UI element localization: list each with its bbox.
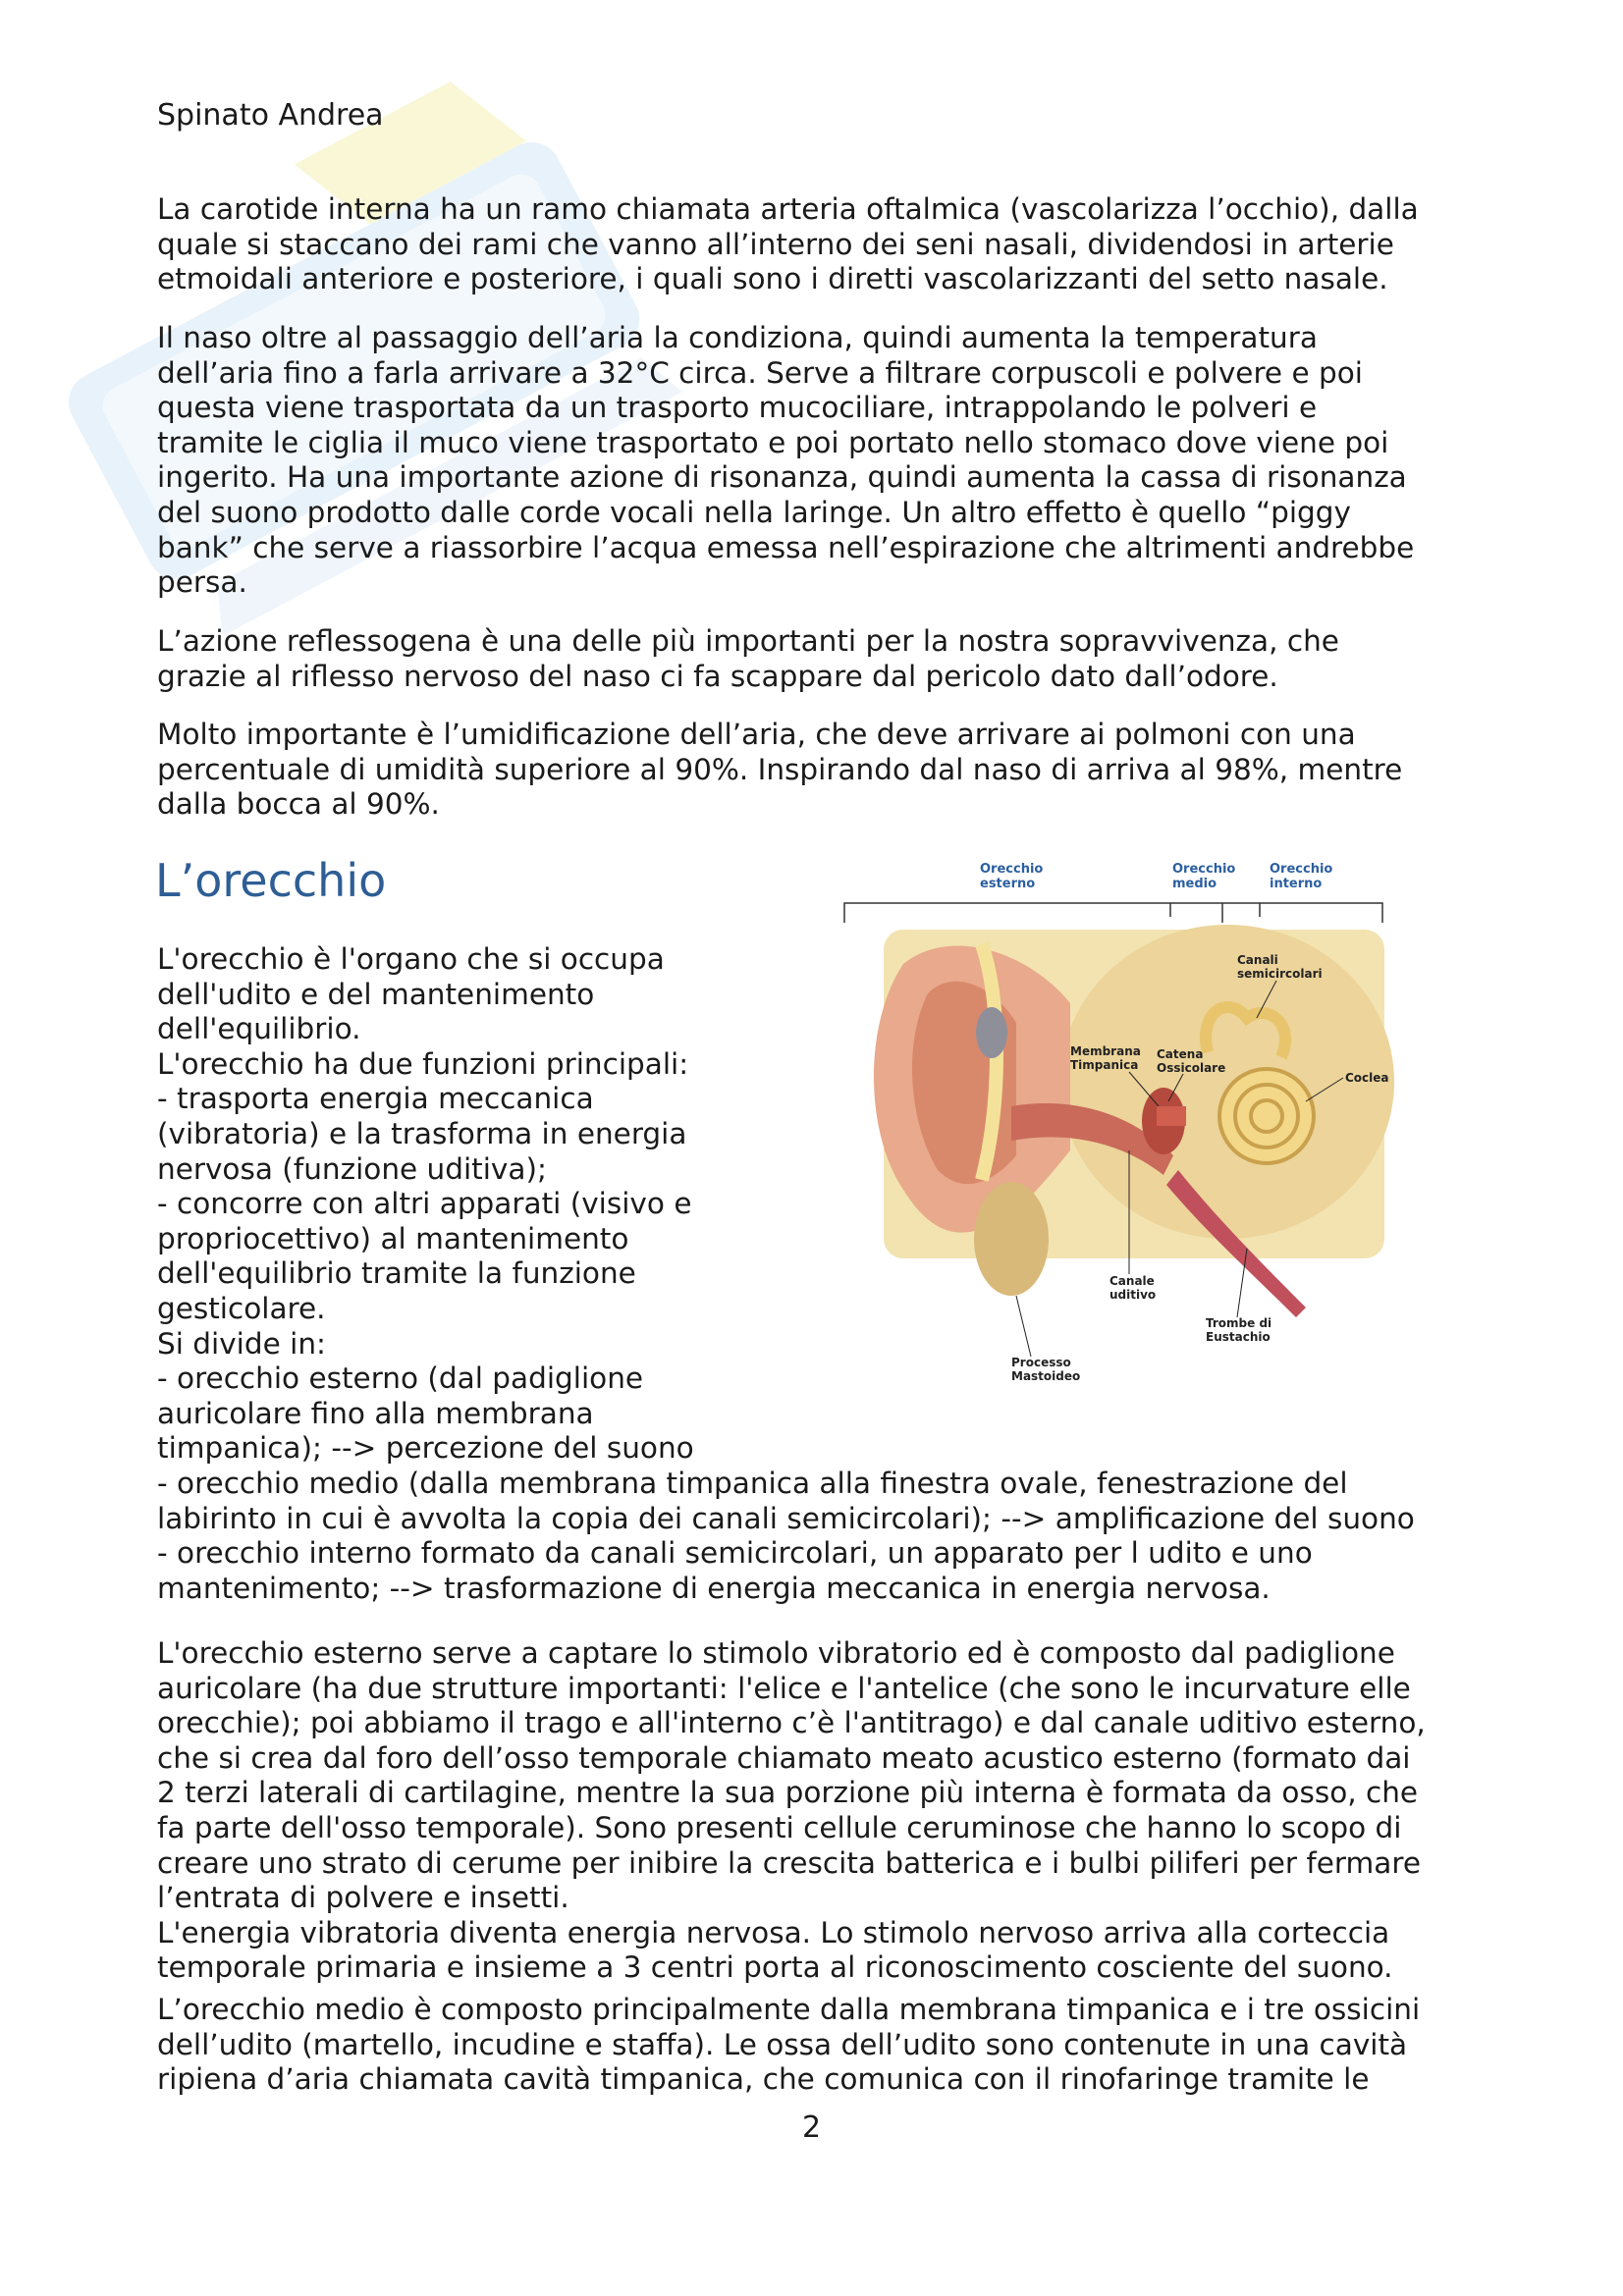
label-catena-2: Ossicolare (1157, 1061, 1226, 1075)
label-trombe-2: Eustachio (1206, 1330, 1271, 1344)
text-line: creare uno strato di cerume per inibire la crescita batterica e i bulbi piliferi per fermare (157, 1845, 1421, 1880)
label-orecchio-medio-2: medio (1172, 877, 1217, 891)
text-line: percentuale di umidità superiore al 90%. Inspirando dal naso di arriva al 98%, mentre (157, 752, 1403, 786)
text-line: auricolare (ha due strutture importanti: l'elice e l'antelice (che sono le incurvature elle (157, 1671, 1411, 1705)
paragraph-azione-reflessogena (157, 624, 1483, 694)
text-line: auricolare fino alla membrana (157, 1396, 594, 1430)
label-canale-uditivo-2: uditivo (1109, 1288, 1157, 1302)
text-line: quale si staccano dei rami che vanno all’interno dei seni nasali, dividendosi in arterie (157, 227, 1394, 261)
text-line: l’entrata di polvere e insetti. (157, 1881, 569, 1915)
page-number: 2 (801, 2110, 822, 2145)
text-line: gesticolare. (157, 1291, 326, 1325)
text-line: L'orecchio ha due funzioni principali: (157, 1046, 689, 1081)
text-line: L’azione reflessogena è una delle più importanti per la nostra sopravvivenza, che (157, 624, 1339, 658)
paragraph-umidificazione (157, 718, 1483, 823)
text-line: labirinto in cui è avvolta la copia dei canali semicircolari); --> amplificazione del suono (157, 1501, 1415, 1535)
paragraph-orecchio-medio (157, 1993, 1483, 2098)
text-line: orecchie); poi abbiamo il trago e all'interno c’è l'antitrago) e dal canale uditivo esterno, (157, 1706, 1426, 1740)
text-line: grazie al riflesso nervoso del naso ci fa scappare dal pericolo dato dall’odore. (157, 659, 1278, 693)
text-line: - trasporta energia meccanica (157, 1082, 594, 1116)
text-line: questa viene trasportata da un trasporto mucociliare, intrappolando le polveri e (157, 391, 1318, 425)
label-trombe-1: Trombe di (1206, 1316, 1272, 1330)
label-processo-1: Processo (1011, 1356, 1071, 1369)
text-line: dell’udito (martello, incudine e staffa). Le ossa dell’udito sono contenute in una cavità (157, 2027, 1408, 2061)
text-line: del suono prodotto dalle corde vocali nella laringe. Un altro effetto è quello “piggy (157, 495, 1351, 529)
text-line: temporale primaria e insieme a 3 centri porta al riconoscimento cosciente del suono. (157, 1950, 1393, 1985)
paragraph-carotide (157, 192, 1483, 297)
label-coclea: Coclea (1345, 1071, 1389, 1085)
paragraph-orecchio-esterno (157, 1636, 1483, 1986)
text-line: mantenimento; --> trasformazione di energia meccanica in energia nervosa. (157, 1571, 1271, 1605)
label-canali-2: semicircolari (1237, 967, 1323, 981)
label-orecchio-medio-1: Orecchio (1172, 862, 1236, 877)
label-canale-uditivo-1: Canale (1109, 1274, 1155, 1288)
text-line: tramite le ciglia il muco viene trasportato e poi portato nello stomaco dove viene poi (157, 425, 1389, 459)
text-line: nervosa (funzione uditiva); (157, 1151, 547, 1186)
text-line: ingerito. Ha una importante azione di risonanza, quindi aumenta la cassa di risonanza (157, 460, 1407, 495)
label-orecchio-esterno-2: esterno (980, 877, 1036, 891)
text-line: Il naso oltre al passaggio dell’aria la condiziona, quindi aumenta la temperatura (157, 321, 1318, 354)
text-line: dalla bocca al 90%. (157, 787, 440, 822)
text-line: persa. (157, 565, 247, 600)
label-catena-1: Catena (1157, 1047, 1204, 1061)
text-line: - concorre con altri apparati (visivo e (157, 1187, 692, 1221)
text-line: L'energia vibratoria diventa energia nervosa. Lo stimolo nervoso arriva alla corteccia (157, 1915, 1390, 1949)
text-line: Molto importante è l’umidificazione dell’aria, che deve arrivare ai polmoni con una (157, 718, 1356, 751)
label-canali-1: Canali (1237, 953, 1278, 967)
text-line: (vibratoria) e la trasforma in energia (157, 1116, 687, 1150)
text-line: etmoidali anteriore e posteriore, i quali sono i diretti vascolarizzanti del setto nasale. (157, 262, 1388, 296)
label-membrana-2: Timpanica (1070, 1058, 1139, 1072)
text-line: fa parte dell'osso temporale). Sono presenti cellule ceruminose che hanno lo scopo di (157, 1810, 1402, 1844)
label-orecchio-interno-1: Orecchio (1270, 862, 1333, 877)
label-membrana-1: Membrana (1070, 1044, 1141, 1058)
text-line: L’orecchio medio è composto principalmente dalla membrana timpanica e i tre ossicini (157, 1993, 1421, 2026)
text-line: La carotide interna ha un ramo chiamata arteria oftalmica (vascolarizza l’occhio), dalla (157, 192, 1419, 226)
text-line: dell'udito e del mantenimento (157, 977, 595, 1011)
section-heading: L’orecchio (155, 854, 387, 907)
text-line: 2 terzi laterali di cartilagine, mentre la sua porzione più interna è formata da osso, che (157, 1776, 1419, 1810)
text-line: L'orecchio è l'organo che si occupa (157, 942, 665, 976)
text-line: Si divide in: (157, 1326, 326, 1361)
label-orecchio-interno-2: interno (1270, 877, 1323, 891)
text-line: - orecchio interno formato da canali semicircolari, un apparato per l udito e uno (157, 1536, 1313, 1571)
page-header-author: Spinato Andrea (157, 98, 384, 133)
text-line: - orecchio medio (dalla membrana timpanica alla finestra ovale, fenestrazione del (157, 1466, 1348, 1500)
text-line: dell'equilibrio. (157, 1012, 361, 1046)
text-line: che si crea dal foro dell’osso temporale chiamato meato acustico esterno (formato dai (157, 1740, 1411, 1775)
label-processo-2: Mastoideo (1011, 1369, 1081, 1383)
text-line: propriocettivo) al mantenimento (157, 1221, 629, 1255)
text-line: bank” che serve a riassorbire l’acqua emessa nell’espirazione che altrimenti andrebbe (157, 530, 1415, 564)
text-line: - orecchio esterno (dal padiglione (157, 1362, 644, 1396)
paragraph-orecchio-intro (157, 942, 1483, 1606)
text-line: ripiena d’aria chiamata cavità timpanica, che comunica con il rinofaringe tramite le (157, 2062, 1370, 2097)
region-brackets (844, 903, 1382, 923)
label-orecchio-esterno-1: Orecchio (980, 862, 1044, 877)
text-line: dell’aria fino a farla arrivare a 32°C circa. Serve a filtrare corpuscoli e polvere e poi (157, 355, 1363, 390)
text-line: dell'equilibrio tramite la funzione (157, 1256, 636, 1291)
text-line: L'orecchio esterno serve a captare lo stimolo vibratorio ed è composto dal padiglione (157, 1636, 1395, 1670)
text-line: timpanica); --> percezione del suono (157, 1431, 694, 1466)
paragraph-naso-funzioni (157, 321, 1483, 601)
